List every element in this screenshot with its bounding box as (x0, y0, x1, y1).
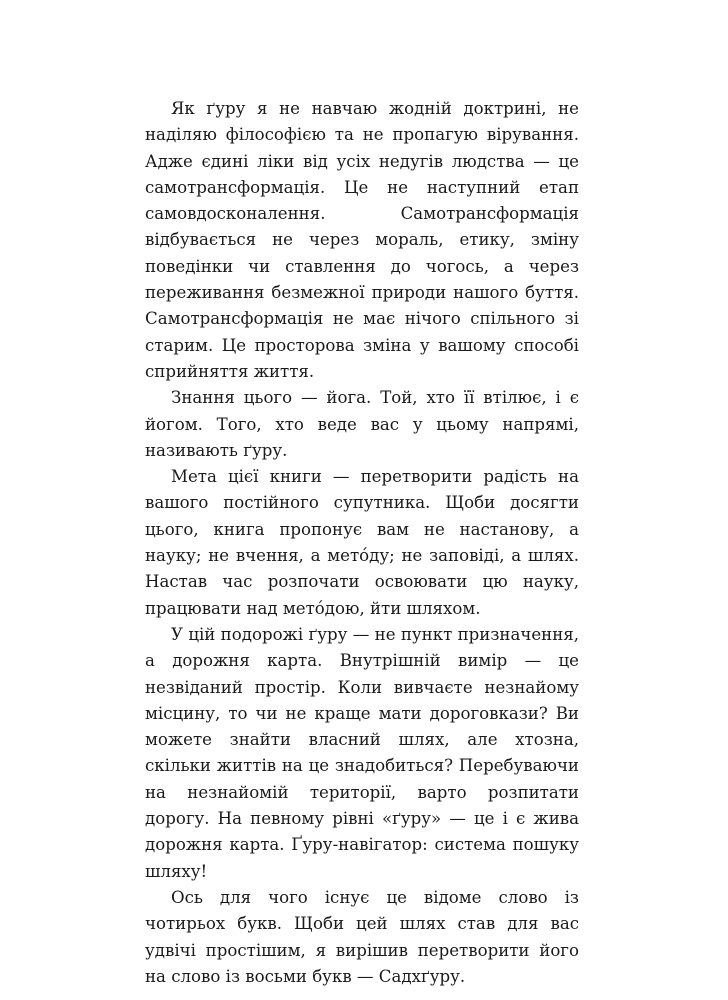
body-text (145, 96, 579, 990)
paragraph-1: Як ґуру я не навчаю жодній доктрині, не наділяю філософією та не пропагую вірування. Адже єдині ліки від усіх недугів людства — це самотрансформація. Це не наступний етап самовдосконалення. Самотрансформація відбувається не через мораль, етику, зміну поведінки чи ставлення до чогось, а через переживання безмежної природи нашого буття. Самотрансформація не має нічого спільного зі старим. Це просторова зміна у вашому способі сприйняття життя. (145, 99, 579, 381)
paragraph-5: Ось для чого існує це відоме слово із чотирьох букв. Щоби цей шлях став для вас удвічі простішим, я вирішив перетворити його на слово із восьми букв — Садхґуру. (145, 887, 579, 986)
paragraph-2: Знання цього — йога. Той, хто її втілює, і є йогом. Того, хто веде вас у цьому напрямі, називають ґуру. (145, 388, 579, 460)
paragraph-4: У цій подорожі ґуру — не пункт призначення, а дорожня карта. Внутрішній вимір — це незвіданий простір. Коли вивчаєте незнайому місцину, то чи не краще мати дороговкази? Ви можете знайти власний шлях, але хтозна, скільки життів на це знадобиться? Перебуваючи на незнайомій території, варто розпитати дорогу. На певному рівні «ґуру» — це і є жива дорожня карта. Ґуру-навігатор: система пошуку шляху! (145, 624, 579, 881)
paragraph-3: Мета цієї книги — перетворити радість на вашого постійного супутника. Щоби досягти цього, книга пропонує вам не настанову, а науку; не вчення, а метóду; не заповіді, а шлях. Настав час розпочати освоювати цю науку, працювати над метóдою, йти шляхом. (145, 467, 579, 618)
